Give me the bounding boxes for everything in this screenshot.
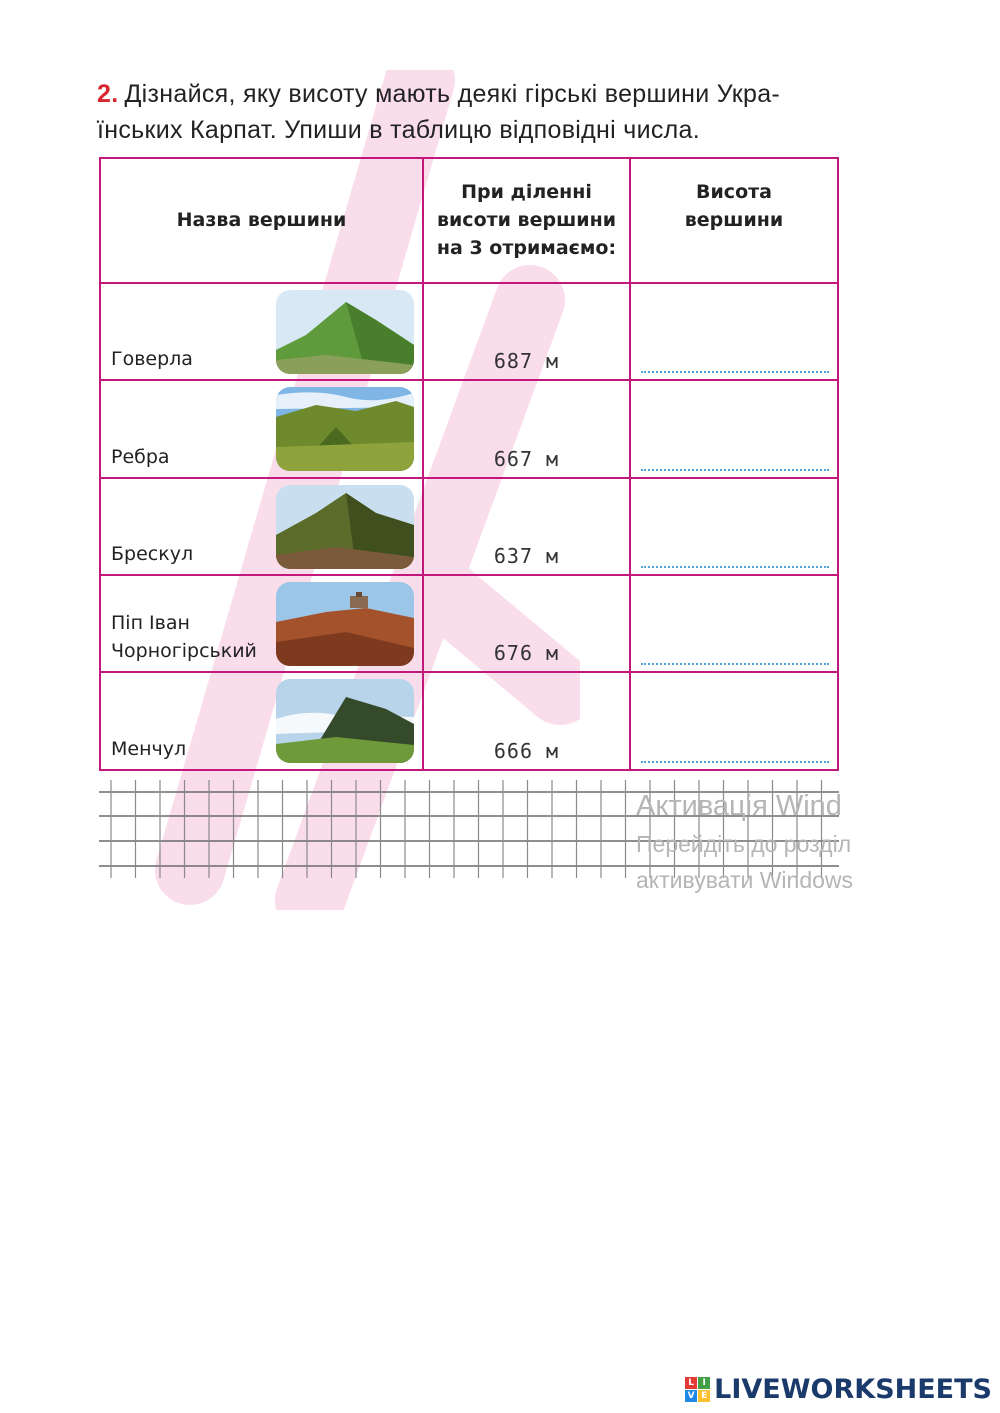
liveworksheets-logo-text: LIVEWORKSHEETS xyxy=(714,1374,992,1405)
divided-value: 667 м xyxy=(493,446,560,471)
peak-name-cell xyxy=(100,283,423,380)
task-instruction xyxy=(97,76,842,148)
header-peak-height: Висота вершини xyxy=(630,158,838,283)
answer-cell[interactable] xyxy=(630,672,838,770)
divided-value: 666 м xyxy=(493,739,560,763)
peak-photo-pip-ivan xyxy=(276,582,414,666)
answer-cell[interactable] xyxy=(630,380,838,477)
table-row xyxy=(100,575,838,672)
answer-cell[interactable] xyxy=(630,478,838,575)
task-text: Дізнайся, яку висоту мають деякі гірські вершини Укра-їнських Карпат. Упиши в таблицю відповідні числа. xyxy=(97,80,781,144)
header-divided-by-3: При діленні висоти вершини на 3 отримаємо: xyxy=(423,158,630,283)
divided-value: 637 м xyxy=(493,544,560,569)
peak-name-cell xyxy=(100,672,423,770)
table-row xyxy=(100,478,838,575)
peaks-table xyxy=(99,157,839,771)
answer-input-line[interactable] xyxy=(641,469,829,471)
peak-photo-menchul xyxy=(276,679,414,763)
peak-name-cell xyxy=(100,478,423,575)
answer-cell[interactable] xyxy=(630,575,838,672)
table-row xyxy=(100,672,838,770)
peak-name: Менчул xyxy=(111,738,187,760)
peak-photo-rebra xyxy=(276,387,414,471)
peak-name: Ребра xyxy=(111,445,170,468)
divided-value-cell xyxy=(423,478,630,575)
activation-line-2: Перейдіть до розділ xyxy=(636,831,852,857)
divided-value-cell xyxy=(423,672,630,770)
peak-name-cell xyxy=(100,380,423,477)
table-row xyxy=(100,283,838,380)
divided-value-cell xyxy=(423,575,630,672)
answer-input-line[interactable] xyxy=(641,371,829,373)
activation-title: Активація Wind xyxy=(636,790,842,822)
divided-value: 687 м xyxy=(493,349,560,374)
table-row xyxy=(100,380,838,477)
header-peak-name: Назва вершини xyxy=(100,158,423,283)
windows-activation-notice xyxy=(636,786,881,898)
answer-input-line[interactable] xyxy=(641,566,829,568)
activation-line-3: активувати Windows xyxy=(636,867,854,893)
peak-name: Брескул xyxy=(111,543,194,566)
table-header-row xyxy=(100,158,838,283)
peak-name: Піп Іван Чорногірський xyxy=(111,612,257,663)
peak-name: Говерла xyxy=(111,348,193,371)
divided-value-cell xyxy=(423,380,630,477)
divided-value-cell xyxy=(423,283,630,380)
peak-photo-hoverla xyxy=(276,290,414,374)
liveworksheets-logo[interactable] xyxy=(685,1374,992,1405)
answer-input-line[interactable] xyxy=(641,663,829,665)
answer-input-line[interactable] xyxy=(641,761,829,763)
task-number: 2. xyxy=(97,80,119,108)
liveworksheets-badge-icon: L I V E xyxy=(685,1377,710,1402)
divided-value: 676 м xyxy=(493,641,560,666)
peak-photo-breskul xyxy=(276,485,414,569)
answer-cell[interactable] xyxy=(630,283,838,380)
peak-name-cell xyxy=(100,575,423,672)
